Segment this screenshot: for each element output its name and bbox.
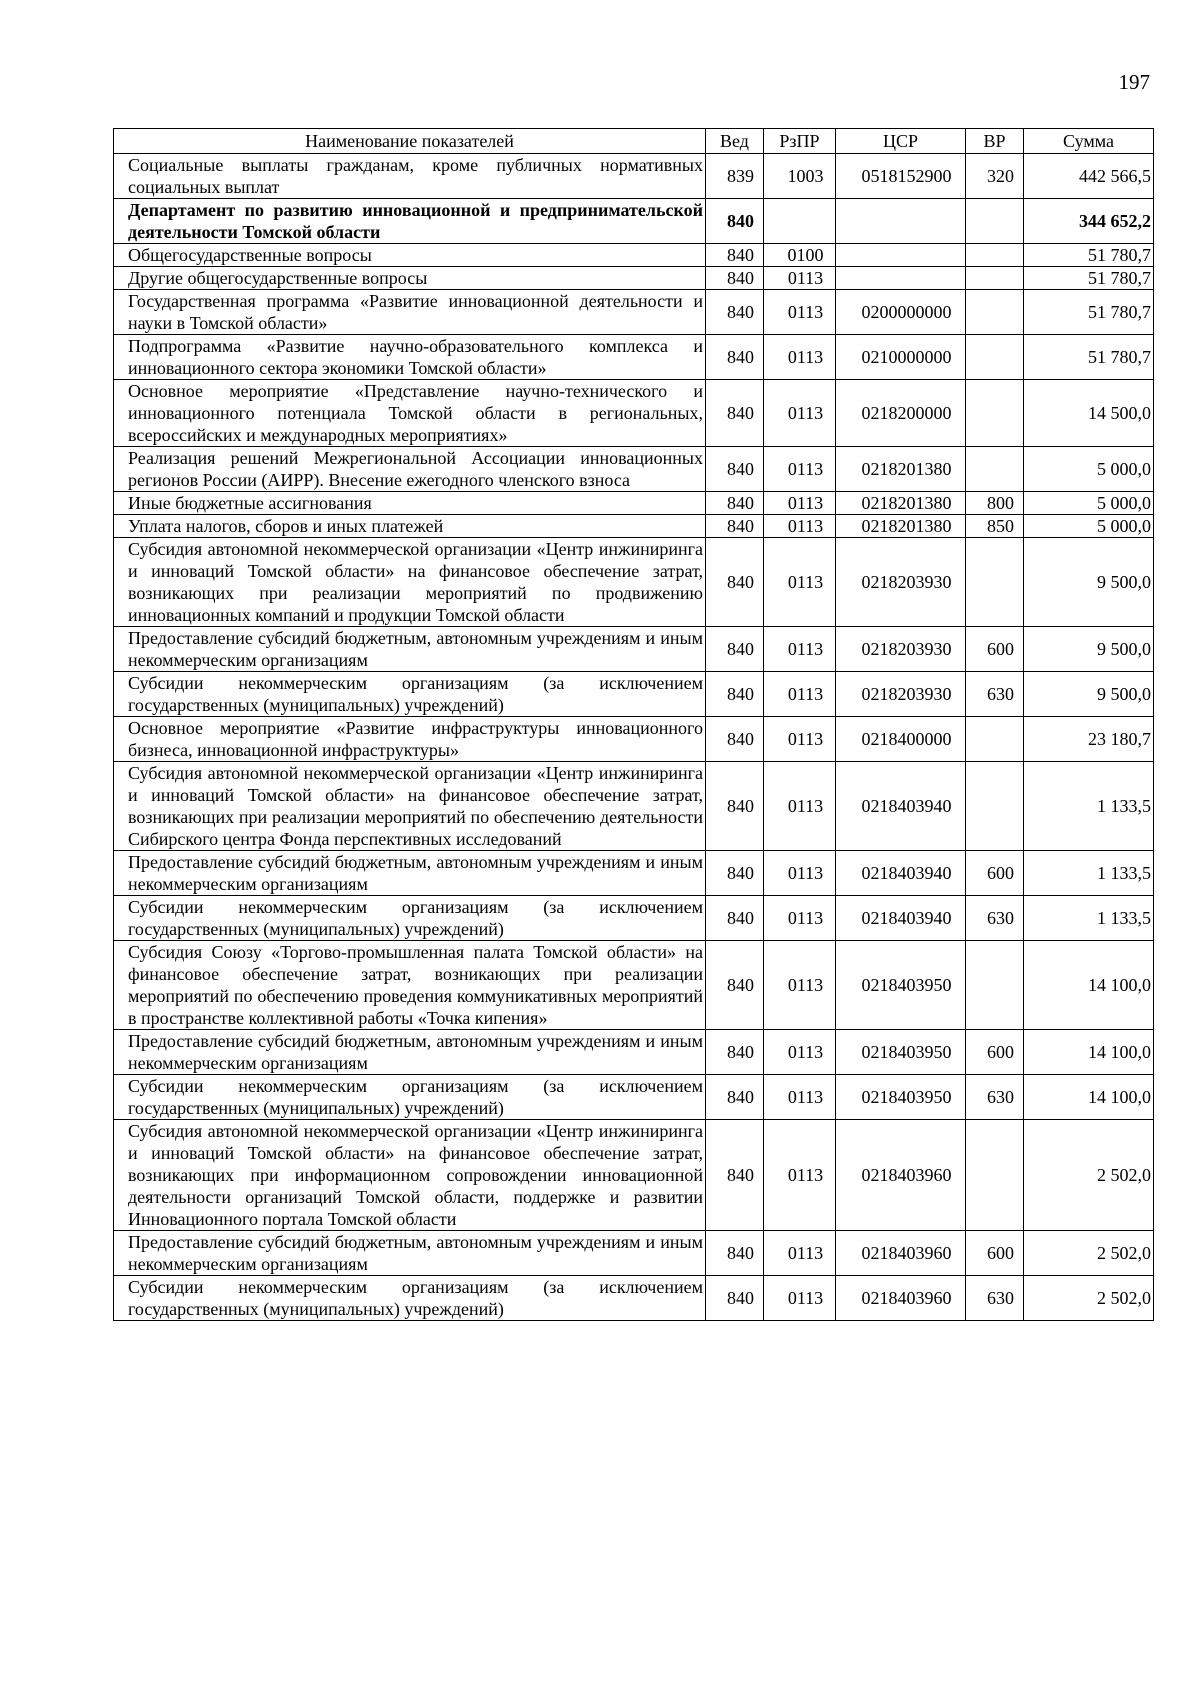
cell-rzpr bbox=[764, 199, 836, 244]
cell-name: Субсидии некоммерческим организациям (за исключением государственных (муниципальных) учреждений) bbox=[114, 1075, 706, 1120]
cell-csr: 0218403950 bbox=[836, 1030, 966, 1075]
cell-ved: 840 bbox=[706, 380, 764, 447]
cell-name: Общегосударственные вопросы bbox=[114, 244, 706, 267]
cell-sum: 14 100,0 bbox=[1024, 941, 1154, 1030]
cell-name: Субсидии некоммерческим организациям (за исключением государственных (муниципальных) учреждений) bbox=[114, 896, 706, 941]
cell-csr: 0218203930 bbox=[836, 672, 966, 717]
cell-csr: 0218201380 bbox=[836, 447, 966, 492]
header-csr: ЦСР bbox=[836, 129, 966, 154]
cell-name: Предоставление субсидий бюджетным, автономным учреждениям и иным некоммерческим организациям bbox=[114, 1231, 706, 1276]
cell-rzpr: 0113 bbox=[764, 1276, 836, 1321]
cell-sum: 2 502,0 bbox=[1024, 1120, 1154, 1231]
cell-rzpr: 0113 bbox=[764, 335, 836, 380]
cell-ved: 840 bbox=[706, 199, 764, 244]
cell-sum: 442 566,5 bbox=[1024, 154, 1154, 199]
table-row bbox=[114, 380, 1154, 447]
cell-sum: 344 652,2 bbox=[1024, 199, 1154, 244]
cell-ved: 840 bbox=[706, 717, 764, 762]
table-row bbox=[114, 515, 1154, 538]
cell-rzpr: 0113 bbox=[764, 1075, 836, 1120]
cell-name: Другие общегосударственные вопросы bbox=[114, 267, 706, 290]
cell-name: Основное мероприятие «Развитие инфраструктуры инновационного бизнеса, инновационной инфраструктуры» bbox=[114, 717, 706, 762]
cell-vr bbox=[966, 762, 1024, 851]
cell-ved: 840 bbox=[706, 244, 764, 267]
cell-vr bbox=[966, 199, 1024, 244]
cell-sum: 51 780,7 bbox=[1024, 290, 1154, 335]
cell-sum: 5 000,0 bbox=[1024, 515, 1154, 538]
cell-name: Реализация решений Межрегиональной Ассоциации инновационных регионов России (АИРР). Внесение ежегодного членского взноса bbox=[114, 447, 706, 492]
cell-ved: 840 bbox=[706, 447, 764, 492]
table-row bbox=[114, 244, 1154, 267]
cell-name: Субсидии некоммерческим организациям (за исключением государственных (муниципальных) учреждений) bbox=[114, 672, 706, 717]
header-rzpr: РзПР bbox=[764, 129, 836, 154]
cell-sum: 14 100,0 bbox=[1024, 1030, 1154, 1075]
table-row bbox=[114, 199, 1154, 244]
cell-vr bbox=[966, 267, 1024, 290]
table-row bbox=[114, 717, 1154, 762]
table-body bbox=[114, 154, 1154, 1321]
table-row bbox=[114, 1030, 1154, 1075]
cell-csr: 0218200000 bbox=[836, 380, 966, 447]
table-row bbox=[114, 447, 1154, 492]
cell-vr bbox=[966, 538, 1024, 627]
cell-csr: 0218403940 bbox=[836, 851, 966, 896]
cell-sum: 9 500,0 bbox=[1024, 627, 1154, 672]
table-header-row bbox=[114, 129, 1154, 154]
cell-name: Субсидия автономной некоммерческой организации «Центр инжиниринга и инноваций Томской области» на финансовое обеспечение затрат, возникающих при реализации мероприятий по обеспечению деятельности Сибирского центра Фонда перспективных исследований bbox=[114, 762, 706, 851]
table-row bbox=[114, 1231, 1154, 1276]
table-row bbox=[114, 267, 1154, 290]
cell-name: Государственная программа «Развитие инновационной деятельности и науки в Томской области» bbox=[114, 290, 706, 335]
cell-ved: 840 bbox=[706, 672, 764, 717]
table-row bbox=[114, 627, 1154, 672]
cell-vr bbox=[966, 290, 1024, 335]
cell-vr bbox=[966, 941, 1024, 1030]
cell-ved: 840 bbox=[706, 290, 764, 335]
cell-csr: 0218403960 bbox=[836, 1120, 966, 1231]
cell-rzpr: 1003 bbox=[764, 154, 836, 199]
cell-vr: 630 bbox=[966, 672, 1024, 717]
cell-sum: 9 500,0 bbox=[1024, 672, 1154, 717]
table-row bbox=[114, 154, 1154, 199]
cell-csr: 0218203930 bbox=[836, 538, 966, 627]
cell-sum: 51 780,7 bbox=[1024, 267, 1154, 290]
cell-sum: 1 133,5 bbox=[1024, 896, 1154, 941]
cell-csr: 0218403950 bbox=[836, 941, 966, 1030]
table-row bbox=[114, 335, 1154, 380]
cell-rzpr: 0113 bbox=[764, 290, 836, 335]
table-row bbox=[114, 1276, 1154, 1321]
cell-csr bbox=[836, 199, 966, 244]
cell-csr bbox=[836, 244, 966, 267]
cell-sum: 5 000,0 bbox=[1024, 447, 1154, 492]
table-row bbox=[114, 290, 1154, 335]
cell-name: Иные бюджетные ассигнования bbox=[114, 492, 706, 515]
cell-name: Подпрограмма «Развитие научно-образовательного комплекса и инновационного сектора экономики Томской области» bbox=[114, 335, 706, 380]
cell-name: Субсидия Союзу «Торгово-промышленная палата Томской области» на финансовое обеспечение затрат, возникающих при реализации мероприятий по обеспечению проведения коммуникативных мероприятий в пространстве коллективной работы «Точка кипения» bbox=[114, 941, 706, 1030]
cell-rzpr: 0113 bbox=[764, 672, 836, 717]
page-number: 197 bbox=[1118, 70, 1150, 94]
cell-csr: 0218403940 bbox=[836, 896, 966, 941]
cell-sum: 9 500,0 bbox=[1024, 538, 1154, 627]
cell-ved: 840 bbox=[706, 762, 764, 851]
cell-sum: 2 502,0 bbox=[1024, 1276, 1154, 1321]
cell-rzpr: 0113 bbox=[764, 380, 836, 447]
cell-ved: 840 bbox=[706, 515, 764, 538]
cell-rzpr: 0113 bbox=[764, 896, 836, 941]
cell-name: Основное мероприятие «Представление научно-технического и инновационного потенциала Томской области в региональных, всероссийских и международных мероприятиях» bbox=[114, 380, 706, 447]
cell-sum: 1 133,5 bbox=[1024, 851, 1154, 896]
cell-ved: 839 bbox=[706, 154, 764, 199]
header-ved: Вед bbox=[706, 129, 764, 154]
cell-ved: 840 bbox=[706, 267, 764, 290]
cell-vr bbox=[966, 1120, 1024, 1231]
cell-vr: 600 bbox=[966, 1231, 1024, 1276]
cell-name: Субсидия автономной некоммерческой организации «Центр инжиниринга и инноваций Томской области» на финансовое обеспечение затрат, возникающих при реализации мероприятий по продвижению инновационных компаний и продукции Томской области bbox=[114, 538, 706, 627]
cell-ved: 840 bbox=[706, 627, 764, 672]
cell-csr: 0218403950 bbox=[836, 1075, 966, 1120]
cell-csr: 0218203930 bbox=[836, 627, 966, 672]
cell-sum: 1 133,5 bbox=[1024, 762, 1154, 851]
cell-rzpr: 0113 bbox=[764, 1030, 836, 1075]
cell-ved: 840 bbox=[706, 538, 764, 627]
cell-name: Уплата налогов, сборов и иных платежей bbox=[114, 515, 706, 538]
cell-ved: 840 bbox=[706, 896, 764, 941]
cell-ved: 840 bbox=[706, 851, 764, 896]
cell-name: Социальные выплаты гражданам, кроме публичных нормативных социальных выплат bbox=[114, 154, 706, 199]
budget-table bbox=[113, 128, 1154, 1321]
cell-ved: 840 bbox=[706, 335, 764, 380]
table-row bbox=[114, 762, 1154, 851]
cell-name: Субсидия автономной некоммерческой организации «Центр инжиниринга и инноваций Томской области» на финансовое обеспечение затрат, возникающих при информационном сопровождении инновационной деятельности организаций Томской области, поддержке и развитии Инновационного портала Томской области bbox=[114, 1120, 706, 1231]
cell-sum: 14 100,0 bbox=[1024, 1075, 1154, 1120]
cell-rzpr: 0100 bbox=[764, 244, 836, 267]
cell-rzpr: 0113 bbox=[764, 1231, 836, 1276]
cell-rzpr: 0113 bbox=[764, 447, 836, 492]
cell-name: Субсидии некоммерческим организациям (за исключением государственных (муниципальных) учреждений) bbox=[114, 1276, 706, 1321]
cell-csr: 0218403940 bbox=[836, 762, 966, 851]
cell-csr: 0210000000 bbox=[836, 335, 966, 380]
cell-rzpr: 0113 bbox=[764, 492, 836, 515]
cell-vr: 600 bbox=[966, 1030, 1024, 1075]
cell-name: Предоставление субсидий бюджетным, автономным учреждениям и иным некоммерческим организациям bbox=[114, 851, 706, 896]
cell-rzpr: 0113 bbox=[764, 717, 836, 762]
cell-ved: 840 bbox=[706, 492, 764, 515]
cell-sum: 51 780,7 bbox=[1024, 335, 1154, 380]
cell-vr: 850 bbox=[966, 515, 1024, 538]
cell-rzpr: 0113 bbox=[764, 762, 836, 851]
table-row bbox=[114, 1075, 1154, 1120]
cell-csr: 0218400000 bbox=[836, 717, 966, 762]
cell-vr: 800 bbox=[966, 492, 1024, 515]
cell-csr: 0218201380 bbox=[836, 492, 966, 515]
table-row bbox=[114, 538, 1154, 627]
header-vr: ВР bbox=[966, 129, 1024, 154]
table-row bbox=[114, 851, 1154, 896]
cell-csr: 0200000000 bbox=[836, 290, 966, 335]
cell-vr: 320 bbox=[966, 154, 1024, 199]
header-name: Наименование показателей bbox=[114, 129, 706, 154]
cell-name: Департамент по развитию инновационной и предпринимательской деятельности Томской области bbox=[114, 199, 706, 244]
cell-rzpr: 0113 bbox=[764, 538, 836, 627]
cell-vr: 630 bbox=[966, 896, 1024, 941]
table-row bbox=[114, 941, 1154, 1030]
cell-sum: 14 500,0 bbox=[1024, 380, 1154, 447]
cell-rzpr: 0113 bbox=[764, 627, 836, 672]
cell-name: Предоставление субсидий бюджетным, автономным учреждениям и иным некоммерческим организациям bbox=[114, 1030, 706, 1075]
table-row bbox=[114, 492, 1154, 515]
cell-csr: 0518152900 bbox=[836, 154, 966, 199]
header-sum: Сумма bbox=[1024, 129, 1154, 154]
cell-ved: 840 bbox=[706, 941, 764, 1030]
cell-vr bbox=[966, 447, 1024, 492]
cell-ved: 840 bbox=[706, 1231, 764, 1276]
cell-ved: 840 bbox=[706, 1276, 764, 1321]
cell-csr: 0218403960 bbox=[836, 1276, 966, 1321]
cell-sum: 2 502,0 bbox=[1024, 1231, 1154, 1276]
cell-vr bbox=[966, 717, 1024, 762]
cell-name: Предоставление субсидий бюджетным, автономным учреждениям и иным некоммерческим организациям bbox=[114, 627, 706, 672]
cell-vr bbox=[966, 335, 1024, 380]
cell-vr bbox=[966, 244, 1024, 267]
table-row bbox=[114, 672, 1154, 717]
cell-csr: 0218201380 bbox=[836, 515, 966, 538]
cell-rzpr: 0113 bbox=[764, 941, 836, 1030]
cell-rzpr: 0113 bbox=[764, 1120, 836, 1231]
cell-sum: 51 780,7 bbox=[1024, 244, 1154, 267]
cell-ved: 840 bbox=[706, 1030, 764, 1075]
cell-sum: 23 180,7 bbox=[1024, 717, 1154, 762]
cell-rzpr: 0113 bbox=[764, 851, 836, 896]
table-row bbox=[114, 896, 1154, 941]
cell-vr: 630 bbox=[966, 1075, 1024, 1120]
cell-vr: 600 bbox=[966, 627, 1024, 672]
cell-rzpr: 0113 bbox=[764, 515, 836, 538]
cell-rzpr: 0113 bbox=[764, 267, 836, 290]
table-row bbox=[114, 1120, 1154, 1231]
cell-vr: 600 bbox=[966, 851, 1024, 896]
cell-vr: 630 bbox=[966, 1276, 1024, 1321]
cell-vr bbox=[966, 380, 1024, 447]
cell-ved: 840 bbox=[706, 1120, 764, 1231]
cell-csr: 0218403960 bbox=[836, 1231, 966, 1276]
cell-ved: 840 bbox=[706, 1075, 764, 1120]
cell-csr bbox=[836, 267, 966, 290]
cell-sum: 5 000,0 bbox=[1024, 492, 1154, 515]
